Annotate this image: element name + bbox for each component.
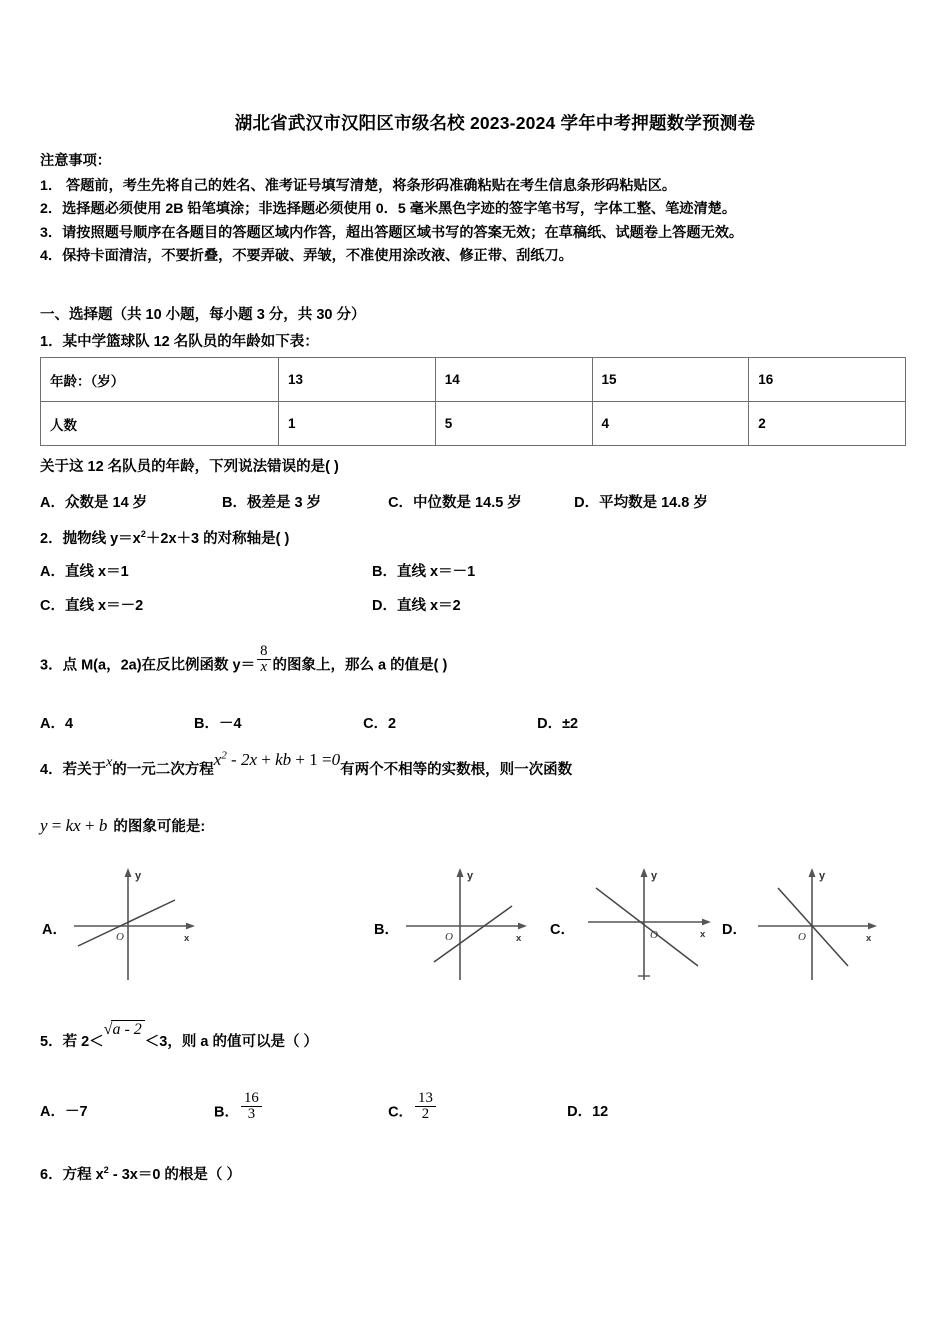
question-6-stem bbox=[40, 1163, 241, 1184]
age-cell-2: 14 bbox=[435, 358, 592, 402]
graph-b-svg bbox=[372, 862, 552, 992]
count-cell-3: 4 bbox=[592, 402, 749, 446]
question-4-stem-line-2 bbox=[40, 815, 205, 836]
row-label-age: 年龄：（岁） bbox=[41, 358, 279, 402]
option-5-b-numerator: 16 bbox=[244, 1089, 259, 1106]
option-3-c[interactable]: C．2 bbox=[363, 716, 397, 732]
section-heading: 一、选择题（共 10 小题，每小题 3 分，共 30 分） bbox=[40, 307, 366, 323]
notice-item-1: 1． 答题前，考生先将自己的姓名、准考证号填写清楚，将条形码准确粘贴在考生信息条形码粘贴区。 bbox=[40, 177, 677, 194]
option-1-b[interactable]: B．极差是 3 岁 bbox=[222, 495, 322, 511]
fraction-numerator: 8 bbox=[260, 642, 268, 659]
option-1-d[interactable]: D．平均数是 14.8 岁 bbox=[574, 495, 708, 511]
inverse-proportion-fraction bbox=[257, 644, 270, 676]
option-5-a[interactable]: A．－7 bbox=[40, 1104, 88, 1121]
square-root-expression bbox=[104, 1021, 145, 1039]
option-2-b[interactable]: B．直线 x＝－1 bbox=[372, 564, 476, 580]
age-cell-3: 15 bbox=[592, 358, 749, 402]
option-5-c[interactable] bbox=[388, 1089, 563, 1127]
age-cell-4: 16 bbox=[749, 358, 906, 402]
question-4-stem-part-a: 4．若关于 bbox=[40, 762, 107, 778]
question-4-equation: $x^2 - 2x$ + kb + 1 =0 bbox=[213, 749, 341, 769]
graph-c-svg bbox=[548, 862, 728, 992]
fraction-denominator: x bbox=[257, 659, 270, 676]
notices-heading: 注意事项： bbox=[40, 153, 111, 169]
graph-option-b-label: B． bbox=[374, 922, 399, 938]
question-4-graph-options bbox=[40, 862, 912, 997]
graph-d-x-label: x bbox=[866, 933, 872, 944]
graph-c-origin-label: O bbox=[650, 929, 658, 941]
graph-option-d[interactable] bbox=[720, 862, 900, 997]
question-1-followup: 关于这 12 名队员的年龄，下列说法错误的是( ) bbox=[40, 459, 339, 475]
question-4-stem-line-1 bbox=[40, 749, 573, 779]
question-2-stem-part-a: 2．抛物线 y＝x bbox=[40, 531, 141, 547]
graph-a-x-label: x bbox=[184, 933, 190, 944]
graph-a-origin-label: O bbox=[116, 931, 124, 943]
option-5-c-label: C． bbox=[388, 1104, 414, 1121]
option-3-a[interactable]: A．4 bbox=[40, 716, 74, 732]
option-5-b-label: B． bbox=[214, 1104, 240, 1121]
question-3-stem-part-a: 3．点 M(a，2a)在反比例函数 y＝ bbox=[40, 657, 256, 674]
question-6-stem-part-a: 6．方程 x bbox=[40, 1167, 104, 1183]
option-5-b[interactable] bbox=[214, 1089, 384, 1127]
question-4-stem-part-d: 的图象可能是: bbox=[113, 819, 206, 835]
radicand: a - 2 bbox=[111, 1020, 144, 1038]
question-2-options-row-1 bbox=[40, 560, 912, 581]
question-5-options bbox=[40, 1089, 912, 1127]
graph-b-origin-label: O bbox=[445, 931, 453, 943]
graph-d-svg bbox=[720, 862, 900, 992]
option-3-d[interactable]: D．±2 bbox=[537, 716, 579, 732]
question-5-stem-part-a: 5．若 2＜ bbox=[40, 1034, 104, 1050]
count-cell-2: 5 bbox=[435, 402, 592, 446]
question-1-options bbox=[40, 491, 912, 512]
question-3-options bbox=[40, 712, 912, 733]
option-5-d[interactable]: D．12 bbox=[567, 1104, 609, 1121]
option-5-c-fraction bbox=[415, 1091, 436, 1123]
option-5-b-denominator: 3 bbox=[241, 1106, 262, 1123]
table-row bbox=[41, 358, 906, 402]
radical-sign: √ bbox=[103, 1021, 113, 1039]
option-1-a[interactable]: A．众数是 14 岁 bbox=[40, 495, 148, 511]
graph-option-a[interactable] bbox=[40, 862, 220, 997]
graph-option-b[interactable] bbox=[372, 862, 552, 997]
question-3-stem-part-b: 的图象上，那么 a 的值是( ) bbox=[272, 657, 448, 674]
option-2-d[interactable]: D．直线 x＝2 bbox=[372, 598, 461, 614]
table-row bbox=[41, 402, 906, 446]
question-6-stem-part-b: - 3x＝0 的根是（ ） bbox=[108, 1167, 241, 1183]
option-3-b[interactable]: B．－4 bbox=[194, 716, 242, 732]
page-title: 湖北省武汉市汉阳区市级名校 2023-2024 学年中考押题数学预测卷 bbox=[234, 113, 756, 133]
question-6-exponent: 2 bbox=[103, 1165, 109, 1176]
notice-item-4: 4．保持卡面清洁，不要折叠，不要弄破、弄皱，不准使用涂改液、修正带、刮纸刀。 bbox=[40, 248, 573, 264]
option-5-c-denominator: 2 bbox=[415, 1106, 436, 1123]
graph-d-origin-label: O bbox=[798, 931, 806, 943]
graph-b-y-label: y bbox=[467, 870, 474, 882]
count-cell-1: 1 bbox=[279, 402, 436, 446]
graph-option-a-label: A． bbox=[42, 922, 67, 938]
graph-d-y-label: y bbox=[819, 870, 826, 882]
graph-c-x-label: x bbox=[700, 929, 706, 940]
option-2-a[interactable]: A．直线 x＝1 bbox=[40, 564, 129, 580]
question-3-stem bbox=[40, 642, 448, 680]
graph-a-y-label: y bbox=[135, 870, 142, 882]
notice-item-2: 2．选择题必须使用 2B 铅笔填涂；非选择题必须使用 0．5 毫米黑色字迹的签字笔书写，字体工整、笔迹清楚。 bbox=[40, 201, 737, 217]
graph-b-x-label: x bbox=[516, 933, 522, 944]
question-2-exponent: 2 bbox=[140, 529, 146, 540]
question-4-variable: x bbox=[106, 755, 113, 771]
question-4-stem-part-c: 有两个不相等的实数根，则一次函数 bbox=[340, 762, 573, 778]
graph-option-c[interactable] bbox=[548, 862, 728, 997]
graph-option-c-label: C． bbox=[550, 922, 575, 938]
notice-item-3: 3．请按照题号顺序在各题目的答题区域内作答，超出答题区域书写的答案无效；在草稿纸、试题卷上答题无效。 bbox=[40, 224, 744, 241]
option-1-c[interactable]: C．中位数是 14.5 岁 bbox=[388, 495, 522, 511]
option-5-b-fraction bbox=[241, 1091, 262, 1123]
count-cell-4: 2 bbox=[749, 402, 906, 446]
question-5-stem bbox=[40, 1021, 318, 1051]
graph-a-svg bbox=[40, 862, 220, 992]
row-label-count: 人数 bbox=[41, 402, 279, 446]
question-4-function: y = kx + b bbox=[40, 816, 108, 835]
age-cell-1: 13 bbox=[279, 358, 436, 402]
age-distribution-table bbox=[40, 357, 906, 446]
graph-c-y-label: y bbox=[651, 870, 658, 882]
option-5-c-numerator: 13 bbox=[418, 1089, 433, 1106]
notices-block bbox=[40, 150, 912, 269]
question-4-stem-part-b: 的一元二次方程 bbox=[112, 762, 214, 778]
question-2-stem-part-b: ＋2x＋3 的对称轴是( ) bbox=[145, 531, 290, 547]
question-2-stem bbox=[40, 527, 289, 548]
question-5-stem-part-b: ＜3，则 a 的值可以是（ ） bbox=[144, 1034, 318, 1050]
question-1-stem: 1．某中学篮球队 12 名队员的年龄如下表： bbox=[40, 334, 319, 350]
option-2-c[interactable]: C．直线 x＝－2 bbox=[40, 598, 144, 614]
question-2-options-row-2 bbox=[40, 594, 912, 615]
graph-option-d-label: D． bbox=[722, 922, 747, 938]
